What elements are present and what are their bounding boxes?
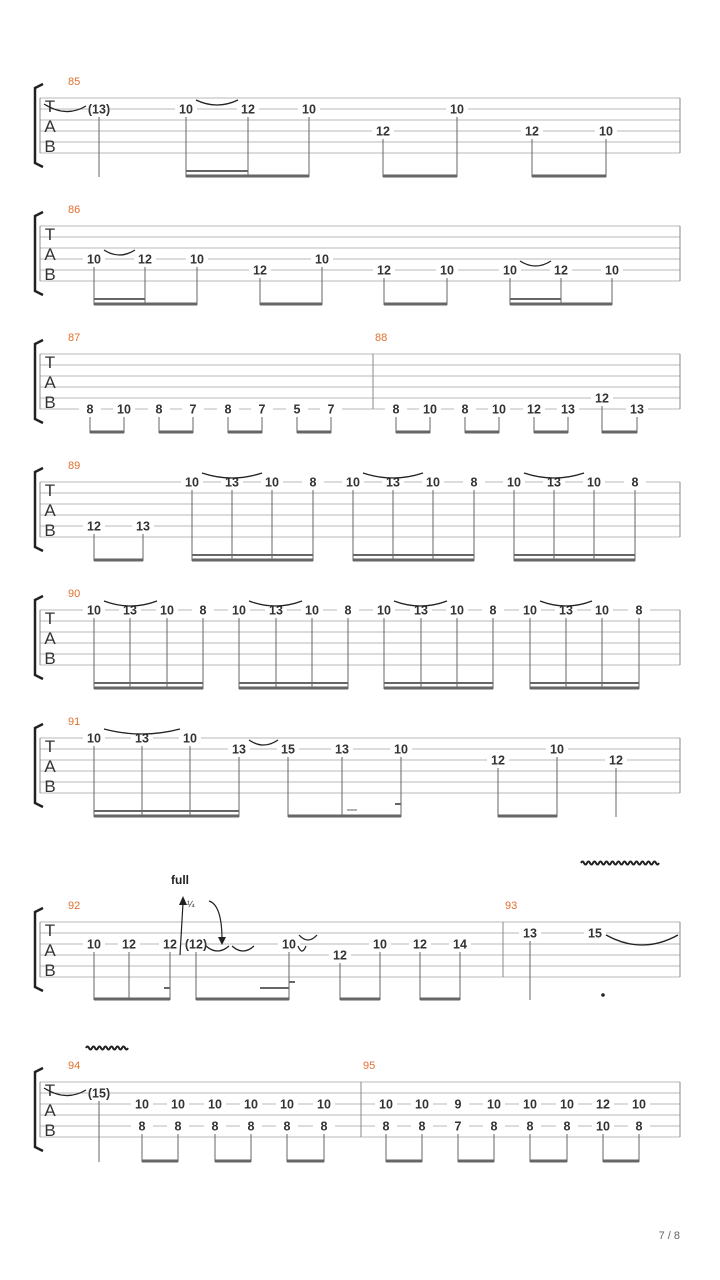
fret-number: 10 — [423, 402, 437, 417]
fret-number: 8 — [526, 1119, 534, 1134]
fret-number: 8 — [470, 475, 478, 490]
measure-number: 94 — [68, 1060, 81, 1072]
tab-clef-letter: B — [44, 393, 56, 412]
measure-number: 88 — [375, 332, 388, 344]
fret-number: 10 — [232, 603, 246, 618]
fret-number: 8 — [86, 402, 94, 417]
fret-number: 13 — [136, 519, 150, 534]
measure-number: 89 — [68, 460, 81, 472]
fret-number: 10 — [87, 937, 101, 952]
system-bracket — [35, 724, 43, 807]
fret-number: 10 — [117, 402, 131, 417]
tab-clef-letter: B — [44, 521, 56, 540]
fret-number: 13 — [135, 731, 149, 746]
fret-number: 13 — [559, 603, 573, 618]
fret-number: 13 — [547, 475, 561, 490]
fret-number: 8 — [155, 402, 163, 417]
fret-number: 10 — [185, 475, 199, 490]
staff-system — [35, 204, 680, 305]
fret-number: 13 — [225, 475, 239, 490]
system-bracket — [35, 596, 43, 679]
fret-number: 13 — [232, 742, 246, 757]
fret-number: 9 — [454, 1097, 462, 1112]
tab-clef-letter: T — [44, 609, 56, 628]
tab-clef-letter: T — [44, 1081, 56, 1100]
fret-number: 8 — [320, 1119, 328, 1134]
fret-number: 10 — [317, 1097, 331, 1112]
fret-number: 10 — [302, 102, 316, 117]
fret-number: 15 — [281, 742, 295, 757]
fret-number: 10 — [282, 937, 296, 952]
tab-clef-letter: A — [44, 1101, 56, 1120]
fret-number: 12 — [333, 948, 347, 963]
system-bracket — [35, 212, 43, 295]
tie-slur — [299, 935, 317, 940]
fret-number: 12 — [525, 124, 539, 139]
system-bracket — [35, 908, 43, 991]
tab-clef-letter: B — [44, 649, 56, 668]
staff-system — [35, 1060, 680, 1162]
fret-number: 10 — [315, 252, 329, 267]
fret-number: 10 — [183, 731, 197, 746]
fret-number: 10 — [632, 1097, 646, 1112]
fret-number: 10 — [492, 402, 506, 417]
fret-number: 12 — [596, 1097, 610, 1112]
tab-clef-letter: A — [44, 373, 56, 392]
staff-system — [35, 332, 680, 433]
tie-slur — [206, 946, 229, 951]
fret-number: 10 — [507, 475, 521, 490]
staccato-dot — [601, 993, 605, 997]
tie-slur — [232, 946, 254, 951]
vibrato-mark — [86, 1047, 128, 1050]
fret-number: 15 — [588, 926, 602, 941]
tab-clef-letter: A — [44, 245, 56, 264]
tab-clef-letter: T — [44, 225, 56, 244]
fret-number: 12 — [554, 263, 568, 278]
fret-number: 10 — [171, 1097, 185, 1112]
measure-number: 91 — [68, 716, 81, 728]
fret-number: 8 — [635, 1119, 643, 1134]
tab-clef-letter: T — [44, 353, 56, 372]
measure-number: 90 — [68, 588, 81, 600]
fret-number: 13 — [386, 475, 400, 490]
fret-number: 12 — [122, 937, 136, 952]
fret-number: 10 — [596, 1119, 610, 1134]
fret-number: 12 — [253, 263, 267, 278]
fret-number: 8 — [461, 402, 469, 417]
fret-number: 10 — [587, 475, 601, 490]
fret-number: 13 — [523, 926, 537, 941]
fret-number: 12 — [609, 753, 623, 768]
fret-number: 10 — [87, 252, 101, 267]
fret-number: 5 — [293, 402, 301, 417]
fret-number: 10 — [87, 603, 101, 618]
fret-number: 10 — [160, 603, 174, 618]
fret-number: 12 — [376, 124, 390, 139]
fret-number: 10 — [305, 603, 319, 618]
fret-number: 8 — [490, 1119, 498, 1134]
system-bracket — [35, 84, 43, 167]
fret-number: 12 — [413, 937, 427, 952]
tab-clef-letter: T — [44, 921, 56, 940]
vibrato-mark — [581, 862, 659, 865]
fret-number: 8 — [635, 603, 643, 618]
fret-number: 8 — [418, 1119, 426, 1134]
fret-number: 10 — [487, 1097, 501, 1112]
fret-number: 7 — [454, 1119, 462, 1134]
tie-slur — [249, 740, 278, 745]
fret-number: 10 — [244, 1097, 258, 1112]
fret-number: 8 — [392, 402, 400, 417]
tab-clef-letter: A — [44, 501, 56, 520]
measure-number: 87 — [68, 332, 81, 344]
staff-system — [35, 76, 680, 177]
fret-number: 10 — [523, 603, 537, 618]
fret-number: 10 — [379, 1097, 393, 1112]
fret-number: 10 — [595, 603, 609, 618]
fret-number: 12 — [163, 937, 177, 952]
bend-arrow-head — [179, 896, 187, 905]
fret-number: (12) — [184, 937, 208, 952]
tab-clef-letter: B — [44, 1121, 56, 1140]
fret-number: 10 — [560, 1097, 574, 1112]
staff-system — [35, 716, 680, 817]
fret-number: 7 — [189, 402, 197, 417]
fret-number: 8 — [309, 475, 317, 490]
fret-number: 10 — [426, 475, 440, 490]
fret-number: 12 — [491, 753, 505, 768]
fret-number: 7 — [327, 402, 335, 417]
fret-number: 12 — [87, 519, 101, 534]
fret-number: 8 — [138, 1119, 146, 1134]
fret-number: 10 — [346, 475, 360, 490]
fret-number: 8 — [199, 603, 207, 618]
fret-number: 10 — [377, 603, 391, 618]
fret-number: (13) — [87, 102, 111, 117]
fret-number: 10 — [415, 1097, 429, 1112]
fret-number: 14 — [453, 937, 467, 952]
fret-number: 10 — [190, 252, 204, 267]
fret-number: 10 — [503, 263, 517, 278]
tab-clef-letter: B — [44, 265, 56, 284]
fret-number: 7 — [258, 402, 266, 417]
fret-number: 10 — [135, 1097, 149, 1112]
fret-number: 10 — [440, 263, 454, 278]
tab-clef-letter: A — [44, 757, 56, 776]
fret-number: 10 — [599, 124, 613, 139]
fret-number: 10 — [280, 1097, 294, 1112]
measure-number: 95 — [363, 1060, 376, 1072]
measure-number: 93 — [505, 900, 518, 912]
fret-number: 8 — [631, 475, 639, 490]
measure-number: 86 — [68, 204, 81, 216]
fret-number: 8 — [382, 1119, 390, 1134]
fret-number: (15) — [87, 1086, 111, 1101]
fret-number: 10 — [265, 475, 279, 490]
tab-clef-letter: A — [44, 941, 56, 960]
tab-clef-letter: B — [44, 777, 56, 796]
fret-number: 8 — [211, 1119, 219, 1134]
bend-label: full — [171, 873, 189, 887]
fret-number: 10 — [523, 1097, 537, 1112]
fret-number: 8 — [224, 402, 232, 417]
staff-system — [35, 900, 680, 1000]
fret-number: 12 — [377, 263, 391, 278]
tie-slur — [104, 250, 135, 255]
fret-number: 12 — [595, 391, 609, 406]
fret-number: 10 — [208, 1097, 222, 1112]
release-arrow — [209, 901, 222, 940]
system-bracket — [35, 340, 43, 423]
fret-number: 8 — [563, 1119, 571, 1134]
bend-quarter: ¼ — [187, 899, 195, 909]
tie-slur — [520, 261, 551, 266]
fret-number: 10 — [450, 102, 464, 117]
bend-arrow-up — [180, 903, 183, 955]
fret-number: 13 — [630, 402, 644, 417]
tab-clef-letter: T — [44, 481, 56, 500]
fret-number: 13 — [269, 603, 283, 618]
tab-clef-letter: A — [44, 629, 56, 648]
fret-number: 8 — [174, 1119, 182, 1134]
tab-clef-letter: T — [44, 97, 56, 116]
fret-number: 10 — [373, 937, 387, 952]
staff-system — [35, 460, 680, 561]
fret-number: 10 — [450, 603, 464, 618]
fret-number: 12 — [527, 402, 541, 417]
fret-number: 10 — [87, 731, 101, 746]
fret-number: 13 — [561, 402, 575, 417]
fret-number: 10 — [550, 742, 564, 757]
fret-number: 10 — [605, 263, 619, 278]
fret-number: 12 — [138, 252, 152, 267]
page-number: 7 / 8 — [658, 1230, 680, 1242]
tab-clef-letter: A — [44, 117, 56, 136]
fret-number: 13 — [414, 603, 428, 618]
fret-number: 10 — [179, 102, 193, 117]
fret-number: 10 — [394, 742, 408, 757]
tab-clef-letter: B — [44, 961, 56, 980]
fret-number: 8 — [247, 1119, 255, 1134]
system-bracket — [35, 1068, 43, 1151]
measure-number: 92 — [68, 900, 81, 912]
fret-number: 8 — [489, 603, 497, 618]
fret-number: 12 — [241, 102, 255, 117]
fret-number: 13 — [123, 603, 137, 618]
fret-number: 13 — [335, 742, 349, 757]
tab-clef-letter: B — [44, 137, 56, 156]
fret-number: 8 — [344, 603, 352, 618]
measure-number: 85 — [68, 76, 81, 88]
tab-clef-letter: T — [44, 737, 56, 756]
tie-slur — [196, 100, 238, 105]
fret-number: 8 — [283, 1119, 291, 1134]
system-bracket — [35, 468, 43, 551]
